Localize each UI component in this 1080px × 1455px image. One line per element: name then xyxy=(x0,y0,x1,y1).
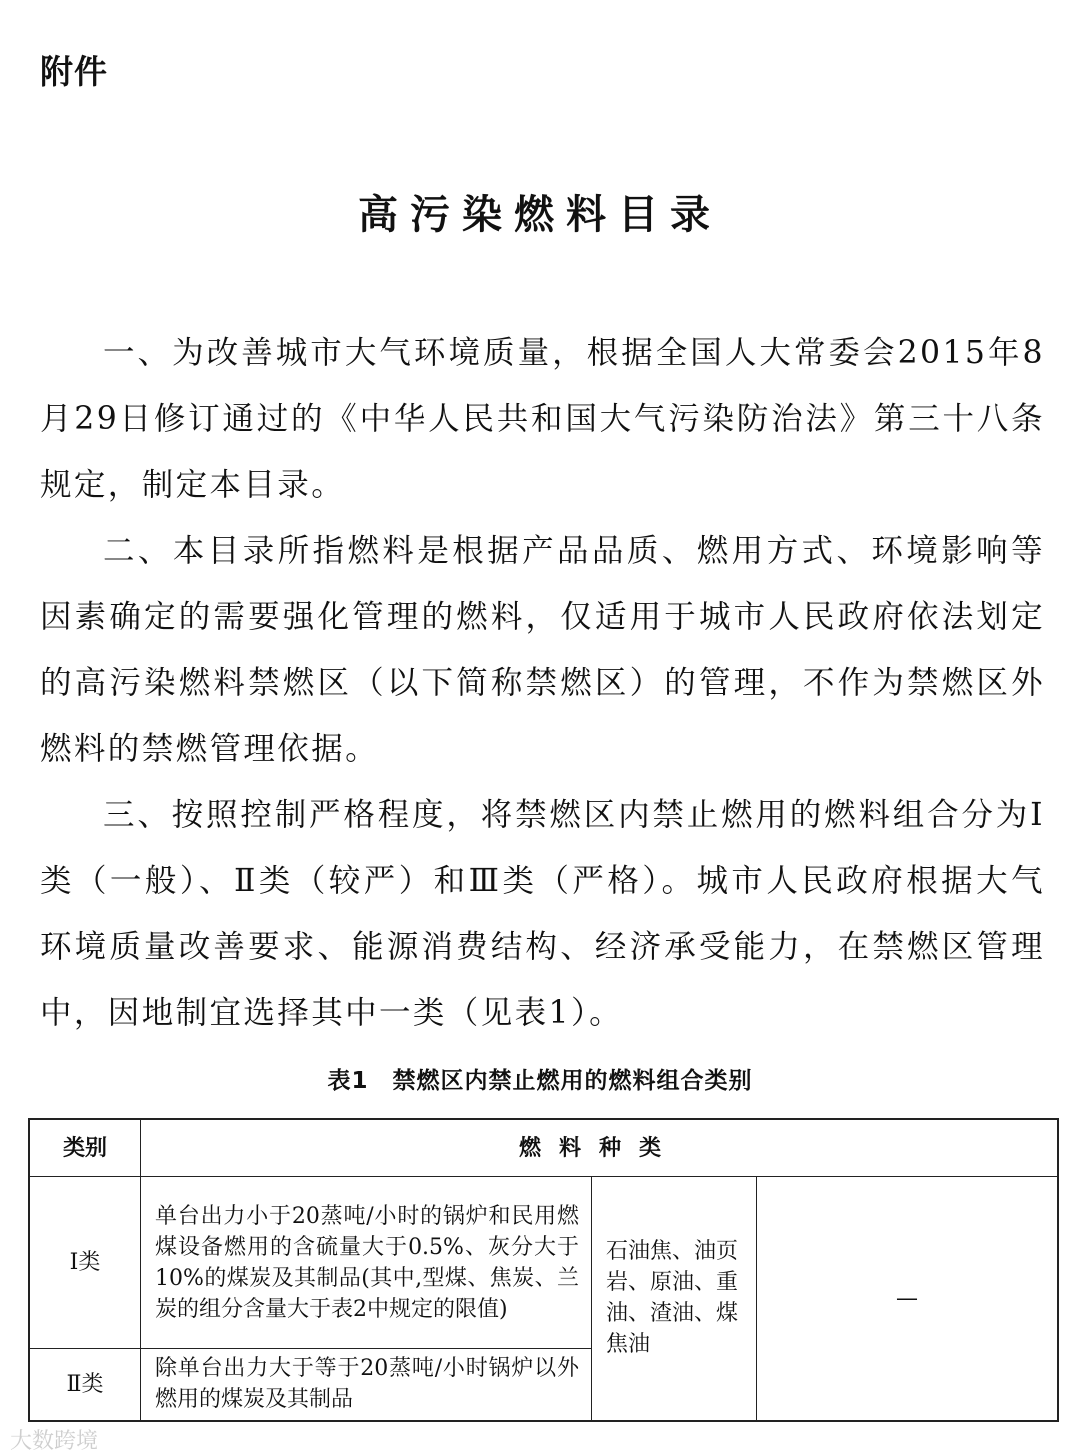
watermark-text: 大数跨境 xyxy=(10,1429,99,1454)
header-category: 类别 xyxy=(29,1119,141,1177)
fuel-category-table xyxy=(28,1118,1059,1422)
document-title: 高污染燃料目录 xyxy=(358,192,722,238)
watermark-logo xyxy=(10,1424,98,1455)
shared-fuels-cell: 石油焦、油页岩、原油、重油、渣油、煤焦油 xyxy=(592,1177,757,1421)
attachment-label: 附件 xyxy=(40,52,108,91)
description-cell: 除单台出力大于等于20蒸吨/小时锅炉以外燃用的煤炭及其制品 xyxy=(141,1349,592,1421)
header-fuel-types: 燃料种类 xyxy=(141,1119,1059,1177)
table-row xyxy=(29,1177,1058,1349)
category-cell: Ⅰ类 xyxy=(29,1177,141,1349)
paragraph-3: 三、按照控制严格程度，将禁燃区内禁止燃用的燃料组合分为Ⅰ类（一般）、Ⅱ类（较严）和Ⅲ类（严格）。城市人民政府根据大气环境质量改善要求、能源消费结构、经济承受能力，在禁燃区管理中，因地制宜选择其中一类（见表1）。 xyxy=(40,797,1045,1031)
paragraph-1: 一、为改善城市大气环境质量，根据全国人大常委会2015年8月29日修订通过的《中华人民共和国大气污染防治法》第三十八条规定，制定本目录。 xyxy=(40,335,1045,503)
table-caption: 表1 禁燃区内禁止燃用的燃料组合类别 xyxy=(327,1068,753,1094)
paragraph-2: 二、本目录所指燃料是根据产品品质、燃用方式、环境影响等因素确定的需要强化管理的燃料，仅适用于城市人民政府依法划定的高污染燃料禁燃区（以下简称禁燃区）的管理，不作为禁燃区外燃料的禁燃管理依据。 xyxy=(40,533,1045,767)
document-body xyxy=(40,320,1045,1046)
dash-cell: — xyxy=(757,1177,1059,1421)
description-cell: 单台出力小于20蒸吨/小时的锅炉和民用燃煤设备燃用的含硫量大于0.5%、灰分大于10%的煤炭及其制品(其中,型煤、焦炭、兰炭的组分含量大于表2中规定的限值) xyxy=(141,1177,592,1349)
category-cell: Ⅱ类 xyxy=(29,1349,141,1421)
table-header-row xyxy=(29,1119,1058,1177)
